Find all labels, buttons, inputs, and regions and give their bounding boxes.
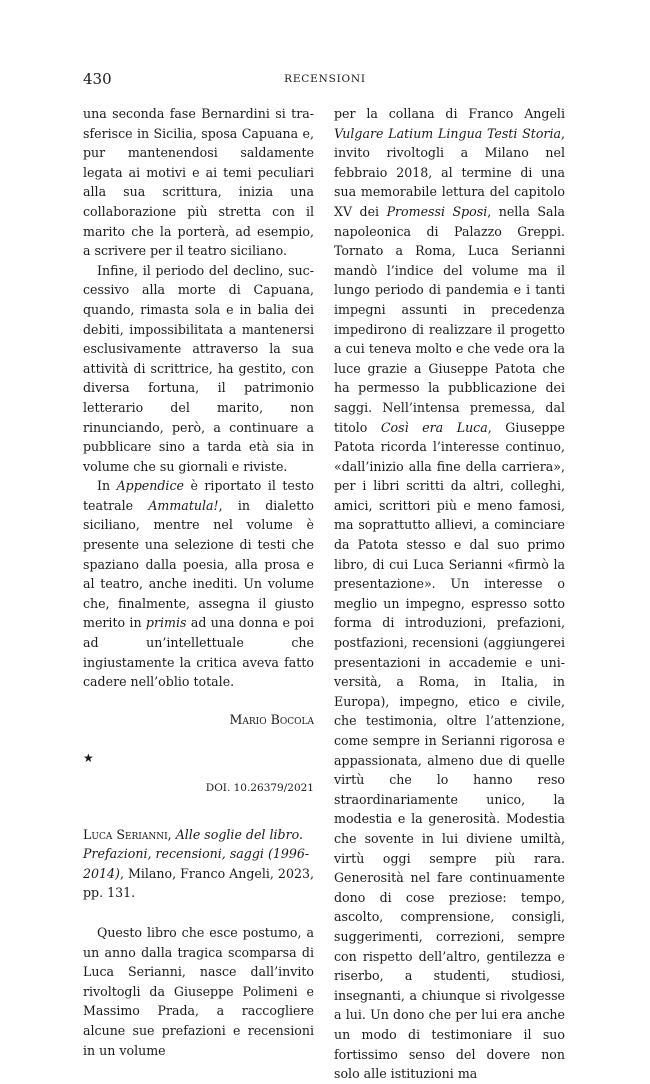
review-author: Luca Serianni [83,826,168,842]
paragraph: Infine, il periodo del declino, successivo alla morte di Capuana, quando, rimasta sola e in balia dei debiti, impossibilitata a mantenersi esclusivamente attraverso la sua attività di scrittrice, ha gestito, con diversa fortuna, il patrimonio letterario del marito, non rinunciando, però, a continuare a pubblicare sino a tarda età sia in volume che su giornali e riviste. [83,262,314,474]
text-run: per la collana di Franco Angeli [334,106,565,121]
italic-run: Promessi Sposi [386,203,488,219]
italic-run: Ammatula! [148,497,219,513]
text-run: , nella Sala napoleonica di Palazzo Greppi. Tornato a Roma, Luca Serianni mandò l’indice del volume ma il lungo periodo di pandemia e i tanti impegni assunti in precedenza impedirono di realizzare il progetto a cui teneva molto e che vede ora la luce grazie a Giuseppe Patota che ha permesso la pubblicazione dei saggi. Nell’intensa premessa, dal titolo [334,203,565,435]
italic-run: Così era Luca [380,419,488,435]
doi: DOI. 10.26379/2021 [205,782,314,794]
review-book-title: Alle soglie del libro. Prefazioni, recensioni, saggi (1996-2014) [83,826,310,881]
review-header [83,825,314,903]
review-signature: Mario Bocola [229,711,314,727]
italic-run: primis [145,615,187,631]
right-column [334,104,565,1084]
text-run: è riportato il testo teatrale [83,478,314,513]
paragraph [334,104,565,1084]
text-run: , Giuseppe Patota ricorda l’interesse continuo, «dall’inizio alla fine della carriera», per i libri scritti da altri, colleghi, amici, scrittori più e meno famosi, ma soprattutto allievi, a cominciare da Patota stesso e dal suo primo libro, di cui Luca Serianni «firmò la presentazione». Un interesse o meglio un impegno, espresso sotto forma di introduzioni, prefazioni, postfazioni, recensioni (aggiungerei presentazioni in accademie e università, a Roma, in Italia, in Europa), impegno, etico e civile, che testimonia, oltre l’attenzione, come sempre in Serianni rigorosa e appassionata, almeno due di quelle virtù che lo hanno reso straordinariamente unico, la modestia e la generosità. Modestia che sovente in lui diviene umiltà, virtù oggi sempre più rara. Generosità nel fare continuamente dono di cose preziose: tempo, ascolto, comprensione, consigli, suggerimenti, correzioni, sempre con rispetto dell’altro, gentilezza e riserbo, a studenti, studiosi, insegnanti, a chiunque si rivolgesse a lui. Un dono che per lui era anche un modo di testimoniare il suo fortissimo senso del dovere non solo alle istituzioni ma [334,419,565,1082]
text-run: , invito rivoltogli a Milano nel febbraio 2018, al termine di una sua memorabile lettura del capitolo XV dei [334,125,565,219]
left-column [83,104,314,1060]
text-run: , [167,826,176,842]
text-run: In [97,478,117,494]
paragraph: Questo libro che esce postumo, a un anno dalla tragica scomparsa di Luca Serianni, nasce dall’invito rivoltogli da Giuseppe Polimeni e Massimo Prada, a raccogliere alcune sue prefazioni e recensioni in un volume [83,924,314,1058]
italic-run: Vulgare Latium Lingua Testi Storia [334,125,561,141]
review-publisher: , Milano, Franco Angeli, 2023, pp. 131. [83,865,314,901]
page-number: 430 [83,70,112,88]
text-run: ad una donna e poi ad un’intellettuale che ingiustamente la critica aveva fatto cadere nell’oblio totale. [83,615,314,690]
paragraph-appendix [83,476,314,692]
italic-run: Appendice [116,478,184,494]
running-head: RECENSIONI [284,73,366,85]
star-separator-icon: ★ [83,751,94,766]
text-run: , in dialetto siciliano, mentre nel volume è presente una selezione di testi che spaziano dalla poesia, alla prosa e al teatro, anche inediti. Un volume che, finalmente, assegna il giusto merito in [83,497,314,631]
paragraph: una seconda fase Bernardini si trasferisce in Sicilia, sposa Capuana e, pur mantenendosi saldamente legata ai motivi e ai temi peculiari alla sua scrittura, inizia una collaborazione più stretta con il marito che la porterà, ad esempio, a scrivere per il teatro siciliano. [83,106,314,259]
